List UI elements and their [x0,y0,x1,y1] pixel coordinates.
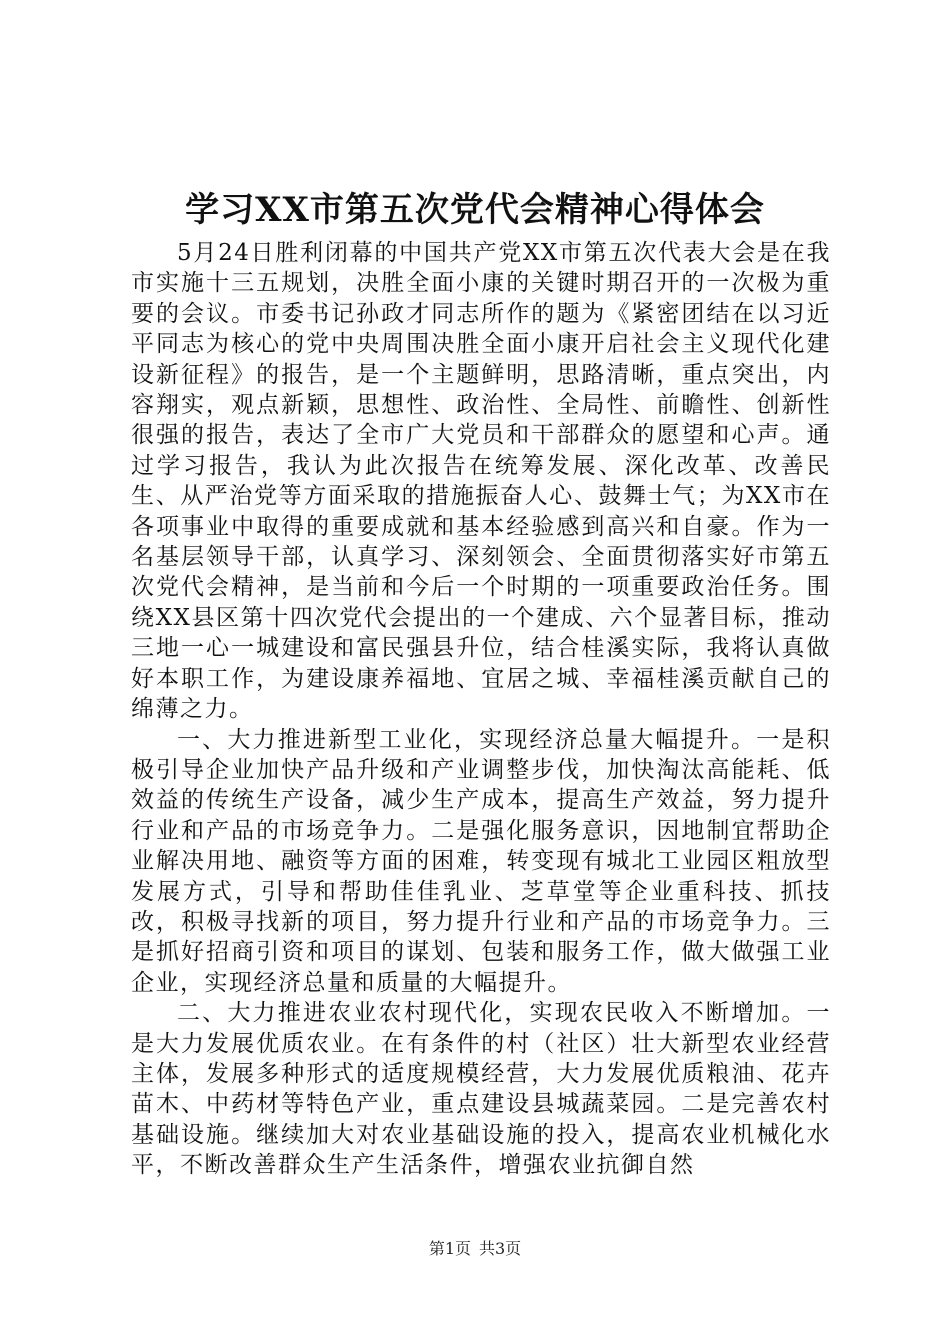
page-number: 第1页 [428,1239,471,1258]
paragraph-industrialization: 一、大力推进新型工业化，实现经济总量大幅提升。一是积极引导企业加快产品升级和产业调整步伐，加快淘汰高能耗、低效益的传统生产设备，减少生产成本，提高生产效益，努力提升行业和产品的市场竞争力。二是强化服务意识，因地制宜帮助企业解决用地、融资等方面的困难，转变现有城北工业园区粗放型发展方式，引导和帮助佳佳乳业、芝草堂等企业重科技、抓技改，积极寻找新的项目，努力提升行业和产品的市场竞争力。三是抓好招商引资和项目的谋划、包装和服务工作，做大做强工业企业，实现经济总量和质量的大幅提升。 [131,726,831,996]
document-body [131,238,831,1181]
paragraph-agriculture: 二、大力推进农业农村现代化，实现农民收入不断增加。一是大力发展优质农业。在有条件的村（社区）壮大新型农业经营主体，发展多种形式的适度规模经营，大力发展优质粮油、花卉苗木、中药材等特色产业，重点建设县城蔬菜园。二是完善农村基础设施。继续加大对农业基础设施的投入，提高农业机械化水平，不断改善群众生产生活条件，增强农业抗御自然 [131,1000,831,1179]
page-footer [0,1238,950,1260]
paragraph-intro: 5月24日胜利闭幕的中国共产党XX市第五次代表大会是在我市实施十三五规划，决胜全面小康的关键时期召开的一次极为重要的会议。市委书记孙政才同志所作的题为《紧密团结在以习近平同志为核心的党中央周围决胜全面小康开启社会主义现代化建设新征程》的报告，是一个主题鲜明，思路清晰，重点突出，内容翔实，观点新颖，思想性、政治性、全局性、前瞻性、创新性很强的报告，表达了全市广大党员和干部群众的愿望和心声。通过学习报告，我认为此次报告在统筹发展、深化改革、改善民生、从严治党等方面采取的措施振奋人心、鼓舞士气；为XX市在各项事业中取得的重要成就和基本经验感到高兴和自豪。作为一名基层领导干部，认真学习、深刻领会、全面贯彻落实好市第五次党代会精神，是当前和今后一个时期的一项重要政治任务。围绕XX县区第十四次党代会提出的一个建成、六个显著目标，推动三地一心一城建设和富民强县升位，结合桂溪实际，我将认真做好本职工作，为建设康养福地、宜居之城、幸福桂溪贡献自己的绵薄之力。 [131,240,831,723]
page-total: 共3页 [479,1239,522,1258]
document-title: 学习XX市第五次党代会精神心得体会 [185,190,765,230]
